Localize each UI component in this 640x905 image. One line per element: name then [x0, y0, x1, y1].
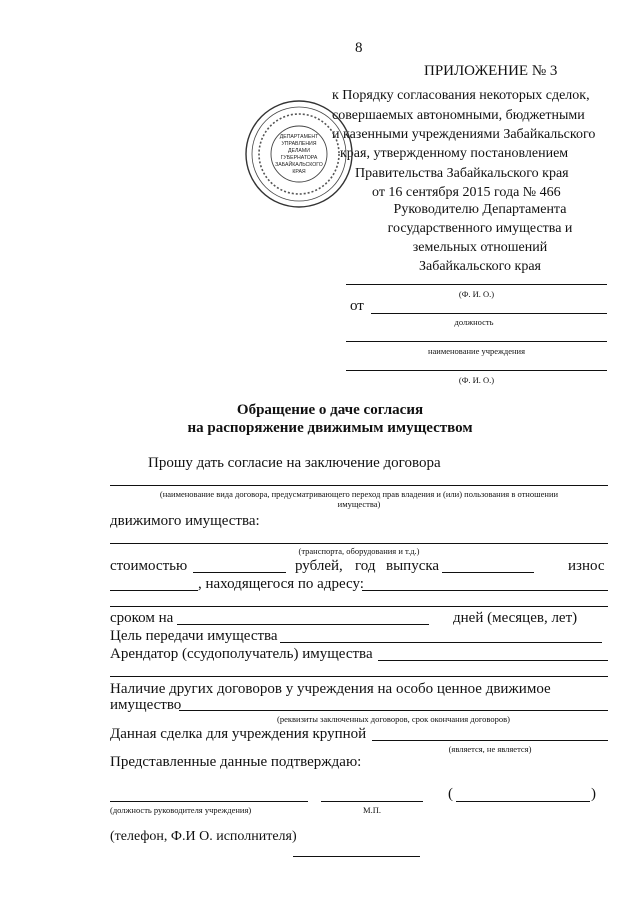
- address-field-2[interactable]: [110, 606, 608, 607]
- phone-field[interactable]: [293, 856, 420, 857]
- institution-caption: наименование учреждения: [427, 346, 525, 356]
- term-field[interactable]: [177, 624, 429, 625]
- confirm-label: Представленные данные подтверждаю:: [110, 754, 362, 770]
- fio-caption-2: (Ф. И. О.): [458, 375, 495, 385]
- stamp-graphic: [243, 98, 355, 210]
- year-label: год: [355, 558, 376, 574]
- appendix-line: от 16 сентября 2015 года № 466: [372, 185, 561, 200]
- major-deal-field[interactable]: [372, 740, 608, 741]
- head-position-caption: (должность руководителя учреждения): [110, 805, 252, 815]
- address-field[interactable]: [362, 590, 608, 591]
- page-number: 8: [355, 40, 363, 56]
- mp-caption: М.П.: [363, 805, 381, 815]
- fio-field[interactable]: [346, 284, 607, 285]
- institution-field[interactable]: [346, 341, 607, 342]
- addressee-line: государственного имущества и: [387, 221, 573, 236]
- cost-field[interactable]: [193, 572, 286, 573]
- wear-label: износ: [568, 558, 605, 574]
- position-field[interactable]: [371, 313, 607, 314]
- purpose-field[interactable]: [280, 642, 602, 643]
- is-caption: (является, не является): [448, 744, 532, 754]
- other-contracts-line1: Наличие других договоров у учреждения на особо ценное движимое: [110, 681, 551, 697]
- appendix-line: к Порядку согласования некоторых сделок,: [332, 88, 590, 103]
- movable-property-label: движимого имущества:: [110, 513, 260, 529]
- signature-name-field[interactable]: [456, 801, 590, 802]
- appendix-line: Правительства Забайкальского края: [355, 166, 569, 181]
- fio-caption: (Ф. И. О.): [458, 289, 495, 299]
- signature-field[interactable]: [321, 801, 423, 802]
- position-caption: должность: [454, 317, 494, 327]
- transport-caption: (транспорта, оборудования и т.д.): [298, 546, 420, 556]
- term-label: сроком на: [110, 610, 174, 626]
- contract-type-field[interactable]: [110, 485, 608, 486]
- appendix-title: ПРИЛОЖЕНИЕ № 3: [424, 63, 558, 79]
- contract-type-caption-1: (наименование вида договора, предусматривающего переход прав владения и (или) пользования в отношении: [159, 489, 559, 499]
- appendix-line: и казенными учреждениями Забайкальского: [332, 127, 596, 142]
- wear-field[interactable]: [110, 590, 198, 591]
- addressee-line: Руководителю Департамента: [393, 202, 567, 217]
- official-stamp: [243, 98, 355, 210]
- appendix-line: совершаемых автономными, бюджетными: [332, 108, 585, 123]
- stamp-line: ДЕЛАМИ: [288, 148, 310, 154]
- release-label: выпуска: [386, 558, 440, 574]
- stamp-line: УПРАВЛЕНИЯ: [281, 141, 317, 147]
- requisites-caption: (реквизиты заключенных договоров, срок окончания договоров): [277, 714, 510, 724]
- contract-type-caption-2: имущества): [337, 499, 381, 509]
- stamp-line: ГУБЕРНАТОРА: [280, 155, 318, 161]
- fio-field-2[interactable]: [346, 370, 607, 371]
- tenant-field[interactable]: [378, 660, 608, 661]
- other-contracts-line2: имущество: [110, 697, 182, 713]
- stamp-line: КРАЯ: [292, 169, 306, 175]
- transport-field[interactable]: [110, 543, 608, 544]
- cost-label: стоимостью: [110, 558, 188, 574]
- purpose-label: Цель передачи имущества: [110, 628, 278, 644]
- days-label: дней (месяцев, лет): [453, 610, 578, 626]
- request-text: Прошу дать согласие на заключение договора: [148, 455, 441, 471]
- addressee-line: земельных отношений: [412, 240, 548, 255]
- head-position-field[interactable]: [110, 801, 308, 802]
- phone-label: (телефон, Ф.И О. исполнителя): [110, 829, 297, 844]
- appendix-line: края, утвержденному постановлением: [340, 146, 569, 161]
- major-deal-label: Данная сделка для учреждения крупной: [110, 726, 367, 742]
- stamp-line: ЗАБАЙКАЛЬСКОГО: [275, 162, 323, 168]
- from-label: от: [350, 298, 364, 314]
- paren-close: ): [591, 786, 596, 802]
- addressee-line: Забайкальского края: [418, 259, 541, 274]
- document-heading-line2: на распоряжение движимым имуществом: [187, 420, 473, 436]
- requisites-field[interactable]: [179, 710, 608, 711]
- release-year-field[interactable]: [442, 572, 534, 573]
- tenant-field-2[interactable]: [110, 676, 608, 677]
- tenant-label: Арендатор (ссудополучатель) имущества: [110, 646, 373, 662]
- document-heading-line1: Обращение о даче согласия: [236, 402, 424, 418]
- located-label: , находящегося по адресу:: [198, 576, 364, 592]
- stamp-line: ДЕПАРТАМЕНТ: [279, 134, 319, 140]
- rubles-label: рублей,: [295, 558, 343, 574]
- paren-open: (: [448, 786, 453, 802]
